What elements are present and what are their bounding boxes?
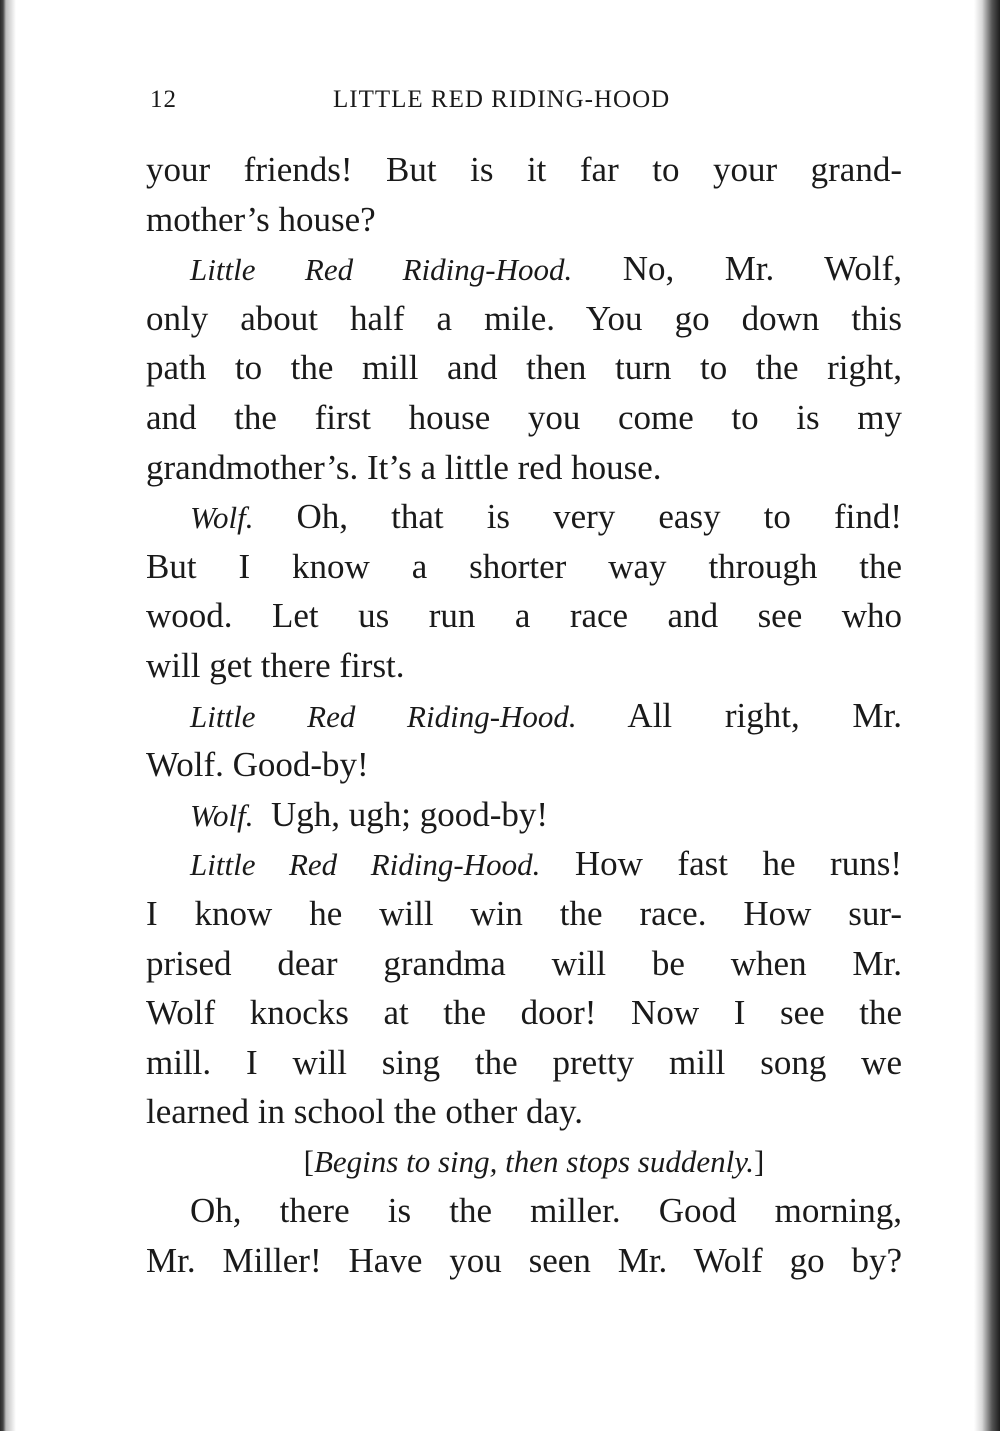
dialogue-line [146,839,902,889]
text-line: mill. I will sing the pretty mill song we [146,1042,902,1082]
text-line: But I know a shorter way through the [146,546,902,586]
dialogue-text: Oh, that is very easy to find! [296,497,902,537]
text-line: and the first house you come to is my [146,397,902,437]
running-head [150,86,900,120]
scan-edge-right [974,0,1000,1431]
dialogue-text: How fast he runs! [574,844,902,884]
speaker-name: Little Red Riding-Hood. [190,847,541,883]
dialogue-text: Ugh, ugh; good-by! [270,794,549,834]
text-line: I know he will win the race. How sur- [146,893,902,933]
scan-edge-left [0,0,16,1431]
text-line: learned in school the other day. [146,1092,584,1132]
bracket-open: [ [303,1143,314,1179]
dialogue-line [146,790,902,840]
text-line: prised dear grandma will be when Mr. [146,943,902,983]
dialogue-line [146,691,902,741]
page-number: 12 [150,86,177,113]
dialogue-text: No, Mr. Wolf, [622,249,902,289]
stage-direction-text: Begins to sing, then stops suddenly. [313,1143,754,1179]
speaker-name: Wolf. [190,797,254,833]
body-text [146,145,902,1286]
text-line: mother’s house? [146,199,376,239]
speaker-name: Little Red Riding-Hood. [190,698,577,734]
text-line: path to the mill and then turn to the right, [146,348,902,388]
dialogue-line [146,492,902,542]
running-title: LITTLE RED RIDING-HOOD [333,86,671,113]
stage-direction [146,1137,902,1187]
bracket-close: ] [754,1143,765,1179]
text-line: Oh, there is the miller. Good morning, [190,1191,902,1231]
text-line: your friends! But is it far to your grand- [146,150,902,189]
dialogue-line [146,244,902,294]
text-line: Mr. Miller! Have you seen Mr. Wolf go by? [146,1241,902,1281]
speaker-name: Wolf. [190,500,254,536]
text-line: grandmother’s. It’s a little red house. [146,447,662,487]
text-line: Wolf. Good-by! [146,745,369,785]
text-line: wood. Let us run a race and see who [146,596,902,636]
speaker-name: Little Red Riding-Hood. [190,252,573,288]
text-line: only about half a mile. You go down this [146,298,902,338]
text-line: will get there first. [146,645,405,685]
dialogue-text: All right, Mr. [627,695,902,735]
text-line: Wolf knocks at the door! Now I see the [146,993,902,1033]
